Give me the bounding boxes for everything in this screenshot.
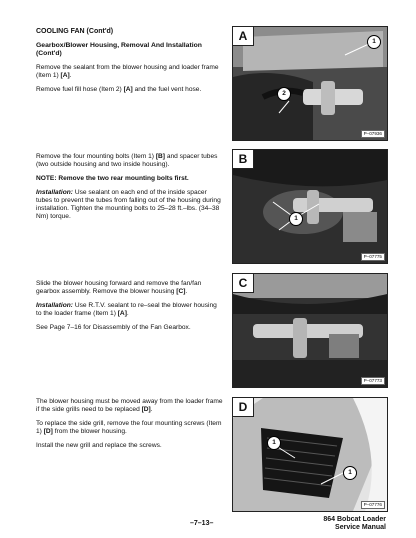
figure-c-photo: [232, 273, 388, 388]
subsection-title: Gearbox/Blower Housing, Removal And Installation (Cont'd): [36, 42, 202, 57]
step-a-p2-text: Remove fuel fill hose (Item 2): [36, 86, 124, 93]
manual-title-line-1: 864 Bobcat Loader: [323, 516, 386, 523]
step-c-paragraph-1: [36, 280, 224, 296]
step-c-installation-label: Installation:: [36, 302, 73, 309]
step-b-p1-text: Remove the four mounting bolts (Item 1): [36, 153, 156, 160]
figure-c-label: C: [233, 274, 254, 293]
step-d-paragraph-3: Install the new grill and replace the screws.: [36, 442, 162, 449]
step-b-p1-post: and spacer tubes (two outside housing and two inside housing).: [36, 153, 218, 168]
figure-d-callout-1b: 1: [343, 466, 357, 480]
step-a-p1-text: Remove the sealant from the blower housing and loader frame (Item 1): [36, 64, 219, 79]
step-a-p1-post: .: [69, 72, 72, 79]
text-block-c: [36, 280, 224, 338]
step-c-p1-post: .: [185, 288, 188, 295]
figure-b-code: P–07775: [361, 253, 385, 261]
step-c-p1-ref: [C]: [176, 288, 186, 295]
figure-d-label: D: [233, 398, 254, 417]
step-c-installation-text: Use R.T.V. sealant to re–seal the blower housing to the loader frame (Item 1): [36, 302, 217, 317]
step-b-installation: [36, 189, 224, 221]
figure-c-code: P–07773: [361, 377, 385, 385]
step-d-p1-post: .: [150, 406, 153, 413]
figure-d-callout-1a: 1: [267, 436, 281, 450]
step-b-installation-text: Use sealant on each end of the inside spacer tubes to prevent the tubes from falling out of the housing during installation. Tighten the mounting bolts to 25–28 ft.–lbs. (34–38 Nm) torque.: [36, 189, 221, 220]
figure-d-code: P–07776: [361, 501, 385, 509]
text-block-b: [36, 153, 224, 227]
step-b-note: NOTE: Remove the two rear mounting bolts first.: [36, 175, 189, 182]
figure-d-photo: [232, 397, 388, 512]
figure-a-label: A: [233, 27, 254, 46]
step-a-paragraph-2: [36, 86, 224, 94]
step-d-p2-post: from the blower housing.: [52, 428, 127, 435]
step-d-paragraph-2: [36, 420, 224, 436]
step-d-p2-ref: [D]: [43, 428, 53, 435]
step-c-installation-ref: [A]: [117, 310, 127, 317]
step-b-p1-ref: [B]: [155, 153, 165, 160]
figure-b-drawing: [233, 150, 387, 263]
step-a-p2-post: and the fuel vent hose.: [132, 86, 202, 93]
step-b-paragraph-1: [36, 153, 224, 169]
step-c-installation: [36, 302, 224, 318]
step-d-p2-text: To replace the side grill, remove the four mounting screws (Item 1): [36, 420, 222, 435]
section-title: COOLING FAN (Cont'd): [36, 28, 114, 35]
figure-a-callout-1: 1: [367, 35, 381, 49]
step-c-installation-post: .: [126, 310, 129, 317]
page-number: –7–13–: [190, 520, 214, 527]
figure-a-code: P–07936: [361, 130, 385, 138]
figure-a-photo: [232, 26, 388, 141]
step-d-p1-text: The blower housing must be moved away from the loader frame if the side grills need to be replaced: [36, 398, 223, 413]
step-c-paragraph-3: See Page 7–16 for Disassembly of the Fan Gearbox.: [36, 324, 191, 331]
step-a-p2-ref: [A]: [123, 86, 133, 93]
step-a-p1-ref: [A]: [60, 72, 70, 79]
step-c-p1-text: Slide the blower housing forward and remove the fan/fan gearbox assembly. Remove the blower housing: [36, 280, 202, 295]
step-a-paragraph-1: [36, 64, 224, 80]
text-block-d: [36, 398, 224, 456]
figure-b-photo: [232, 149, 388, 264]
figure-a-drawing: [233, 27, 387, 140]
figure-b-label: B: [233, 150, 254, 169]
figure-b-callout-1: 1: [289, 212, 303, 226]
figure-d-drawing: [233, 398, 387, 511]
figure-a-callout-2: 2: [277, 87, 291, 101]
step-d-paragraph-1: [36, 398, 224, 414]
figure-c-drawing: [233, 274, 387, 387]
manual-title-line-2: Service Manual: [335, 524, 386, 531]
manual-title: [323, 516, 386, 532]
step-b-installation-label: Installation:: [36, 189, 73, 196]
step-d-p1-ref: [D]: [141, 406, 151, 413]
text-block-a: [36, 28, 224, 100]
